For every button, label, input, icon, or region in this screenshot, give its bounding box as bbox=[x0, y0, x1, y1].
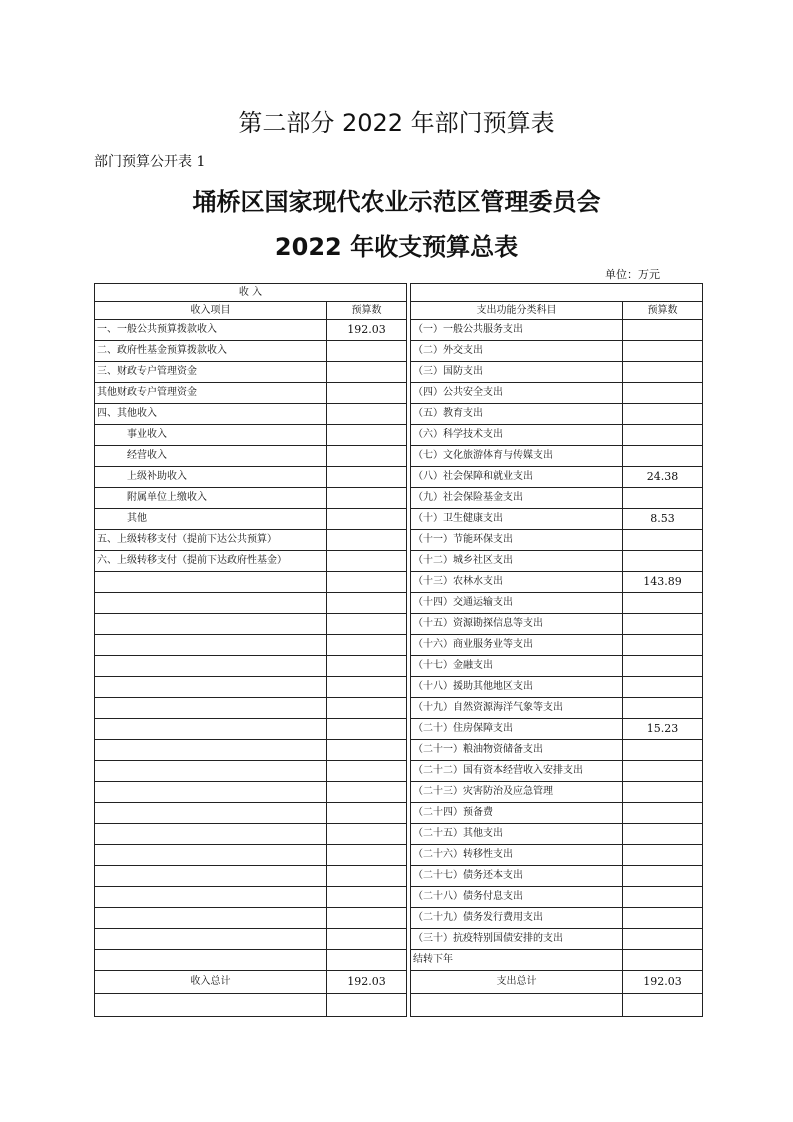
expense-item: （七）文化旅游体育与传媒支出 bbox=[411, 446, 623, 467]
income-amount bbox=[327, 530, 407, 551]
expense-item: （六）科学技术支出 bbox=[411, 425, 623, 446]
expense-item: （十一）节能环保支出 bbox=[411, 530, 623, 551]
income-item: 六、上级转移支付（提前下达政府性基金） bbox=[95, 551, 327, 572]
income-amount bbox=[327, 761, 407, 782]
table-row bbox=[95, 740, 703, 761]
expense-amount bbox=[623, 908, 703, 929]
expense-amount bbox=[623, 614, 703, 635]
income-amount bbox=[327, 929, 407, 950]
income-item bbox=[95, 740, 327, 761]
empty-cell bbox=[411, 994, 623, 1017]
expense-section-header bbox=[411, 284, 703, 302]
income-amount bbox=[327, 782, 407, 803]
income-amount bbox=[327, 677, 407, 698]
total-row bbox=[95, 971, 703, 994]
table-row bbox=[95, 656, 703, 677]
expense-item: （十）卫生健康支出 bbox=[411, 509, 623, 530]
expense-item: （二十八）债务付息支出 bbox=[411, 887, 623, 908]
table-row bbox=[95, 425, 703, 446]
income-item bbox=[95, 614, 327, 635]
section-header-row bbox=[95, 284, 703, 302]
expense-amount: 143.89 bbox=[623, 572, 703, 593]
table-row bbox=[95, 635, 703, 656]
expense-amount bbox=[623, 950, 703, 971]
expense-amount: 8.53 bbox=[623, 509, 703, 530]
income-amount bbox=[327, 698, 407, 719]
income-amount bbox=[327, 740, 407, 761]
column-header-row bbox=[95, 302, 703, 320]
expense-amount bbox=[623, 698, 703, 719]
expense-item: （二十四）预备费 bbox=[411, 803, 623, 824]
income-item: 附属单位上缴收入 bbox=[95, 488, 327, 509]
table-row bbox=[95, 320, 703, 341]
table-row bbox=[95, 467, 703, 488]
expense-amount: 24.38 bbox=[623, 467, 703, 488]
table-row bbox=[95, 488, 703, 509]
income-item bbox=[95, 656, 327, 677]
income-item bbox=[95, 719, 327, 740]
income-amount bbox=[327, 845, 407, 866]
income-amount bbox=[327, 614, 407, 635]
expense-amount bbox=[623, 551, 703, 572]
table-row bbox=[95, 719, 703, 740]
expense-item: （三十）抗疫特别国债安排的支出 bbox=[411, 929, 623, 950]
income-amount bbox=[327, 635, 407, 656]
income-item: 五、上级转移支付（提前下达公共预算） bbox=[95, 530, 327, 551]
expense-amount bbox=[623, 593, 703, 614]
org-title: 埇桥区国家现代农业示范区管理委员会 bbox=[192, 188, 601, 216]
expense-item: （十三）农林水支出 bbox=[411, 572, 623, 593]
income-item: 其他财政专户管理资金 bbox=[95, 383, 327, 404]
expense-amount: 15.23 bbox=[623, 719, 703, 740]
expense-amount bbox=[623, 740, 703, 761]
unit-label: 单位：万元 bbox=[605, 268, 660, 281]
empty-cell bbox=[95, 994, 327, 1017]
expense-amount bbox=[623, 929, 703, 950]
table-label: 部门预算公开表 1 bbox=[94, 154, 206, 170]
income-item bbox=[95, 677, 327, 698]
empty-cell bbox=[327, 994, 407, 1017]
expense-amount bbox=[623, 656, 703, 677]
income-amount bbox=[327, 551, 407, 572]
income-item bbox=[95, 803, 327, 824]
table-row bbox=[95, 404, 703, 425]
expense-item: （二十二）国有资本经营收入安排支出 bbox=[411, 761, 623, 782]
table-row bbox=[95, 341, 703, 362]
expense-item: （二十七）债务还本支出 bbox=[411, 866, 623, 887]
empty-cell bbox=[623, 994, 703, 1017]
income-item: 一、一般公共预算拨款收入 bbox=[95, 320, 327, 341]
expense-item: （十二）城乡社区支出 bbox=[411, 551, 623, 572]
expense-item: （十八）援助其他地区支出 bbox=[411, 677, 623, 698]
expense-amount-header: 预算数 bbox=[623, 302, 703, 320]
blank-row bbox=[95, 994, 703, 1017]
expense-amount bbox=[623, 824, 703, 845]
table-row bbox=[95, 446, 703, 467]
income-amount: 192.03 bbox=[327, 320, 407, 341]
table-title: 2022 年收支预算总表 bbox=[274, 233, 519, 261]
expense-amount bbox=[623, 425, 703, 446]
expense-item: （二十五）其他支出 bbox=[411, 824, 623, 845]
income-amount bbox=[327, 467, 407, 488]
income-amount-header: 预算数 bbox=[327, 302, 407, 320]
expense-item-header: 支出功能分类科目 bbox=[411, 302, 623, 320]
income-item bbox=[95, 635, 327, 656]
income-item bbox=[95, 866, 327, 887]
expense-amount bbox=[623, 488, 703, 509]
expense-amount bbox=[623, 362, 703, 383]
income-item bbox=[95, 782, 327, 803]
expense-item: （十六）商业服务业等支出 bbox=[411, 635, 623, 656]
expense-item: （八）社会保障和就业支出 bbox=[411, 467, 623, 488]
expense-amount bbox=[623, 530, 703, 551]
expense-item: （二十六）转移性支出 bbox=[411, 845, 623, 866]
expense-item: （十四）交通运输支出 bbox=[411, 593, 623, 614]
expense-amount bbox=[623, 803, 703, 824]
expense-item: （十五）资源勘探信息等支出 bbox=[411, 614, 623, 635]
income-item: 经营收入 bbox=[95, 446, 327, 467]
income-amount bbox=[327, 446, 407, 467]
income-total: 192.03 bbox=[327, 971, 407, 994]
expense-total: 192.03 bbox=[623, 971, 703, 994]
expense-item: （二十）住房保障支出 bbox=[411, 719, 623, 740]
table-row bbox=[95, 824, 703, 845]
income-amount bbox=[327, 404, 407, 425]
table-row bbox=[95, 698, 703, 719]
table-row bbox=[95, 614, 703, 635]
expense-total-label: 支出总计 bbox=[411, 971, 623, 994]
expense-amount bbox=[623, 446, 703, 467]
table-row bbox=[95, 887, 703, 908]
income-item bbox=[95, 698, 327, 719]
table-row bbox=[95, 551, 703, 572]
income-item bbox=[95, 950, 327, 971]
income-item: 事业收入 bbox=[95, 425, 327, 446]
budget-table bbox=[94, 283, 703, 1017]
income-amount bbox=[327, 572, 407, 593]
table-row bbox=[95, 908, 703, 929]
table-row bbox=[95, 383, 703, 404]
income-amount bbox=[327, 593, 407, 614]
table-row bbox=[95, 572, 703, 593]
income-item bbox=[95, 929, 327, 950]
income-item: 上级补助收入 bbox=[95, 467, 327, 488]
income-amount bbox=[327, 887, 407, 908]
expense-item: （二十三）灾害防治及应急管理 bbox=[411, 782, 623, 803]
part-title: 第二部分 2022 年部门预算表 bbox=[238, 109, 555, 137]
expense-amount bbox=[623, 383, 703, 404]
table-row bbox=[95, 803, 703, 824]
expense-item: （九）社会保险基金支出 bbox=[411, 488, 623, 509]
income-amount bbox=[327, 341, 407, 362]
table-row bbox=[95, 761, 703, 782]
expense-amount bbox=[623, 341, 703, 362]
expense-amount bbox=[623, 677, 703, 698]
income-amount bbox=[327, 362, 407, 383]
expense-item: （二十九）债务发行费用支出 bbox=[411, 908, 623, 929]
expense-item: （五）教育支出 bbox=[411, 404, 623, 425]
table-row bbox=[95, 950, 703, 971]
expense-item: （十九）自然资源海洋气象等支出 bbox=[411, 698, 623, 719]
income-item: 二、政府性基金预算拨款收入 bbox=[95, 341, 327, 362]
expense-amount bbox=[623, 320, 703, 341]
expense-item: （三）国防支出 bbox=[411, 362, 623, 383]
table-row bbox=[95, 782, 703, 803]
table-row bbox=[95, 509, 703, 530]
expense-amount bbox=[623, 404, 703, 425]
expense-amount bbox=[623, 866, 703, 887]
expense-item: （四）公共安全支出 bbox=[411, 383, 623, 404]
income-item bbox=[95, 593, 327, 614]
income-item bbox=[95, 887, 327, 908]
expense-item: （二）外交支出 bbox=[411, 341, 623, 362]
income-section-header: 收 入 bbox=[95, 284, 407, 302]
expense-amount bbox=[623, 761, 703, 782]
income-amount bbox=[327, 824, 407, 845]
income-item: 其他 bbox=[95, 509, 327, 530]
income-amount bbox=[327, 866, 407, 887]
income-item bbox=[95, 572, 327, 593]
table-row bbox=[95, 530, 703, 551]
income-amount bbox=[327, 383, 407, 404]
income-item-header: 收入项目 bbox=[95, 302, 327, 320]
income-total-label: 收入总计 bbox=[95, 971, 327, 994]
expense-amount bbox=[623, 635, 703, 656]
income-amount bbox=[327, 908, 407, 929]
income-item bbox=[95, 845, 327, 866]
income-amount bbox=[327, 656, 407, 677]
table-row bbox=[95, 845, 703, 866]
income-item: 四、其他收入 bbox=[95, 404, 327, 425]
table-row bbox=[95, 677, 703, 698]
expense-item: （一）一般公共服务支出 bbox=[411, 320, 623, 341]
expense-item: 结转下年 bbox=[411, 950, 623, 971]
expense-item: （二十一）粮油物资储备支出 bbox=[411, 740, 623, 761]
expense-amount bbox=[623, 845, 703, 866]
expense-amount bbox=[623, 887, 703, 908]
table-row bbox=[95, 593, 703, 614]
income-item bbox=[95, 761, 327, 782]
income-item: 三、财政专户管理资金 bbox=[95, 362, 327, 383]
income-amount bbox=[327, 950, 407, 971]
table-row bbox=[95, 362, 703, 383]
table-row bbox=[95, 929, 703, 950]
income-item bbox=[95, 824, 327, 845]
income-amount bbox=[327, 509, 407, 530]
expense-amount bbox=[623, 782, 703, 803]
table-row bbox=[95, 866, 703, 887]
expense-item: （十七）金融支出 bbox=[411, 656, 623, 677]
income-amount bbox=[327, 425, 407, 446]
income-amount bbox=[327, 488, 407, 509]
income-item bbox=[95, 908, 327, 929]
income-amount bbox=[327, 719, 407, 740]
income-amount bbox=[327, 803, 407, 824]
